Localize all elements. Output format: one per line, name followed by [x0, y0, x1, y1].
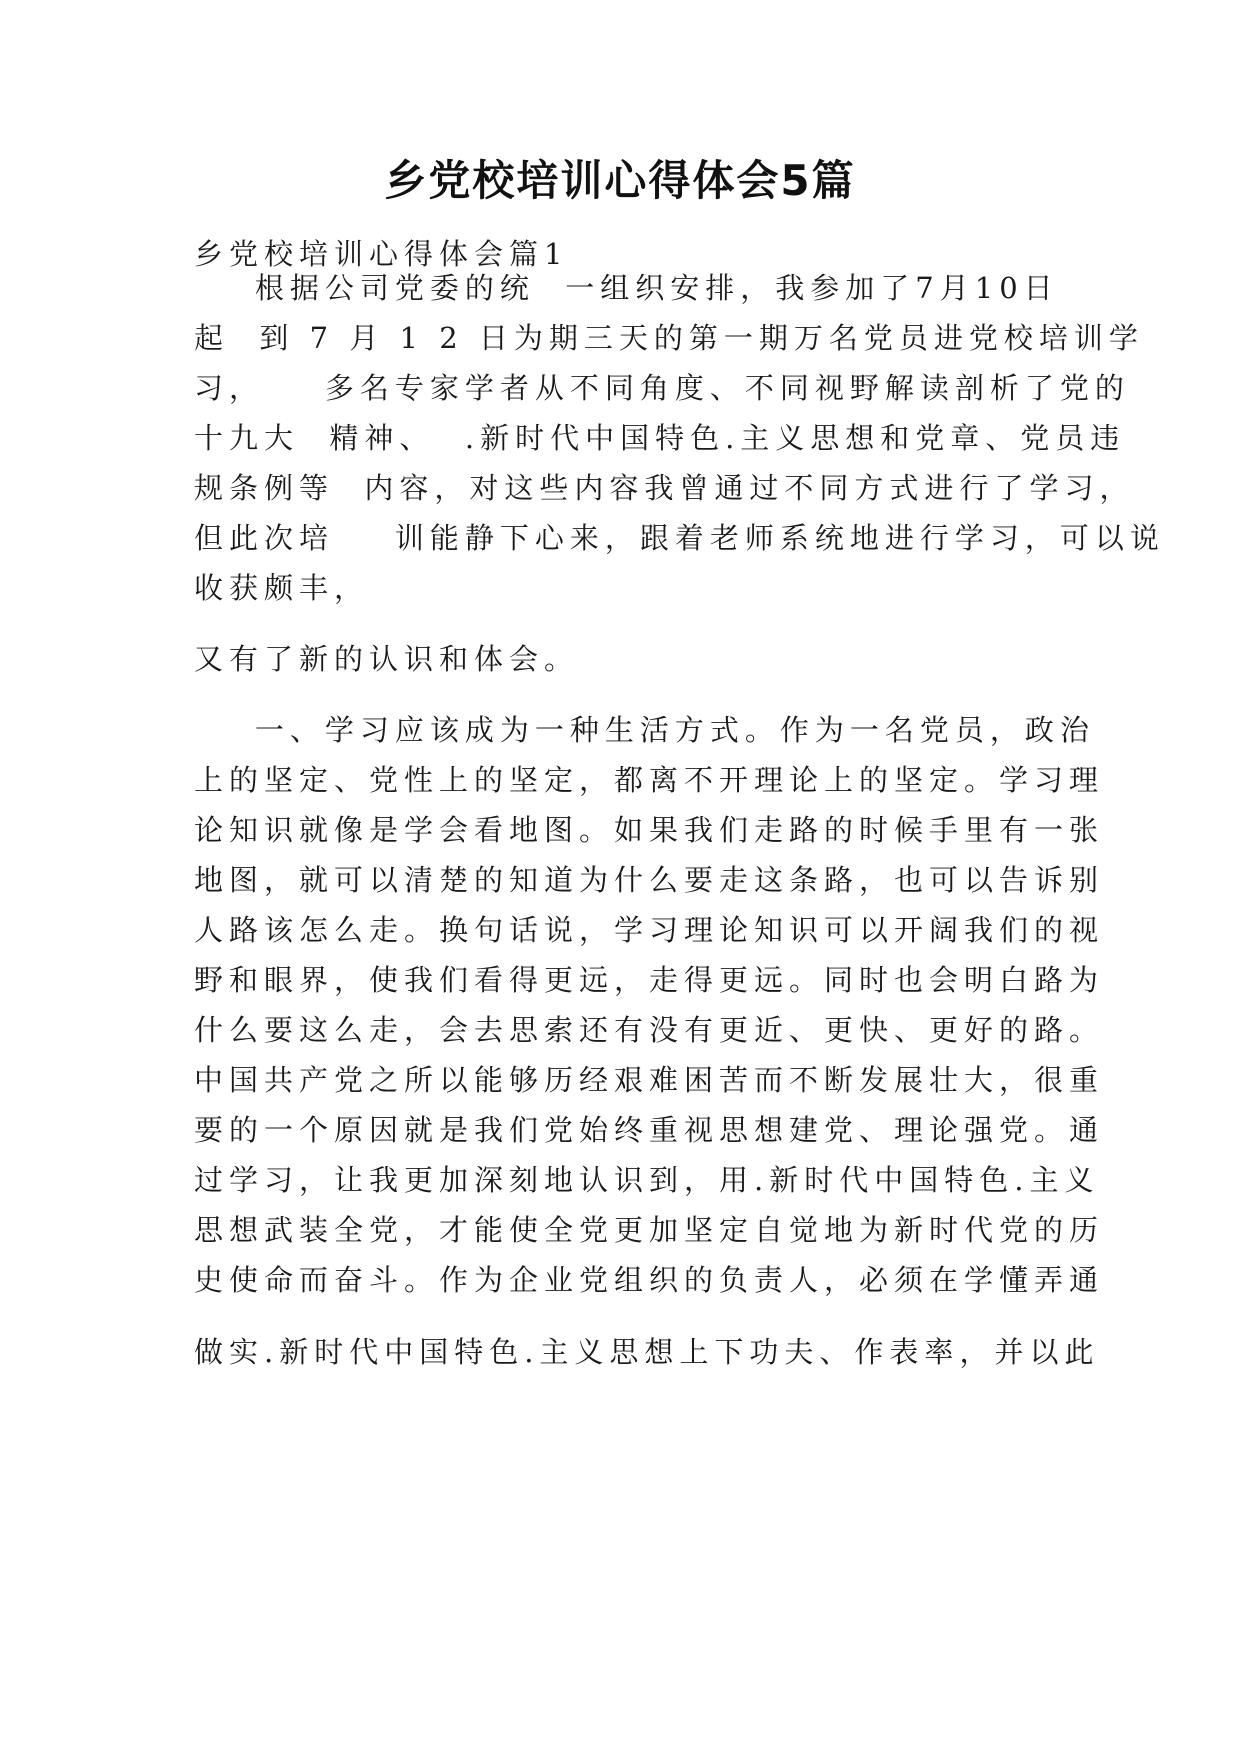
body-line: 起 到 7 月 1 2 日为期三天的第一期万名党员进党校培训学 — [194, 321, 1144, 355]
body-line: 人路该怎么走。换句话说，学习理论知识可以开阔我们的视 — [194, 913, 1105, 947]
body-line: 习， 多名专家学者从不同角度、不同视野解读剖析了党的 — [194, 371, 1130, 405]
body-line: 十九大 精神、 .新时代中国特色.主义思想和党章、党员违 — [194, 421, 1126, 455]
body-line: 但此次培 训能静下心来，跟着老师系统地进行学习，可以说 — [194, 521, 1165, 555]
body-line: 收获颇丰， — [194, 571, 370, 605]
body-line: 中国共产党之所以能够历经艰难困苦而不断发展壮大，很重 — [194, 1063, 1105, 1097]
body-line: 规条例等 内容，对这些内容我曾通过不同方式进行了学习， — [194, 471, 1135, 505]
body-line: 过学习，让我更加深刻地认识到，用.新时代中国特色.主义 — [194, 1163, 1100, 1197]
body-line: 又有了新的认识和体会。 — [194, 642, 580, 676]
section-heading: 乡党校培训心得体会篇1 — [194, 237, 569, 271]
body-line: 野和眼界，使我们看得更远，走得更远。同时也会明白路为 — [194, 963, 1105, 997]
body-line: 根据公司党委的统 一组织安排，我参加了7月10日 — [194, 271, 1059, 305]
body-line: 论知识就像是学会看地图。如果我们走路的时候手里有一张 — [194, 813, 1105, 847]
body-line: 史使命而奋斗。作为企业党组织的负责人，必须在学懂弄通 — [194, 1263, 1105, 1297]
body-line: 要的一个原因就是我们党始终重视思想建党、理论强党。通 — [194, 1113, 1105, 1147]
body-line: 上的坚定、党性上的坚定，都离不开理论上的坚定。学习理 — [194, 763, 1105, 797]
body-line: 一、学习应该成为一种生活方式。作为一名党员，政治 — [194, 713, 1095, 747]
body-line: 做实.新时代中国特色.主义思想上下功夫、作表率，并以此 — [194, 1335, 1100, 1369]
body-line: 地图，就可以清楚的知道为什么要走这条路，也可以告诉别 — [194, 863, 1105, 897]
body-line: 什么要这么走，会去思索还有没有更近、更快、更好的路。 — [194, 1013, 1105, 1047]
document-title: 乡党校培训心得体会5篇 — [384, 156, 856, 205]
body-line: 思想武装全党，才能使全党更加坚定自觉地为新时代党的历 — [194, 1213, 1105, 1247]
